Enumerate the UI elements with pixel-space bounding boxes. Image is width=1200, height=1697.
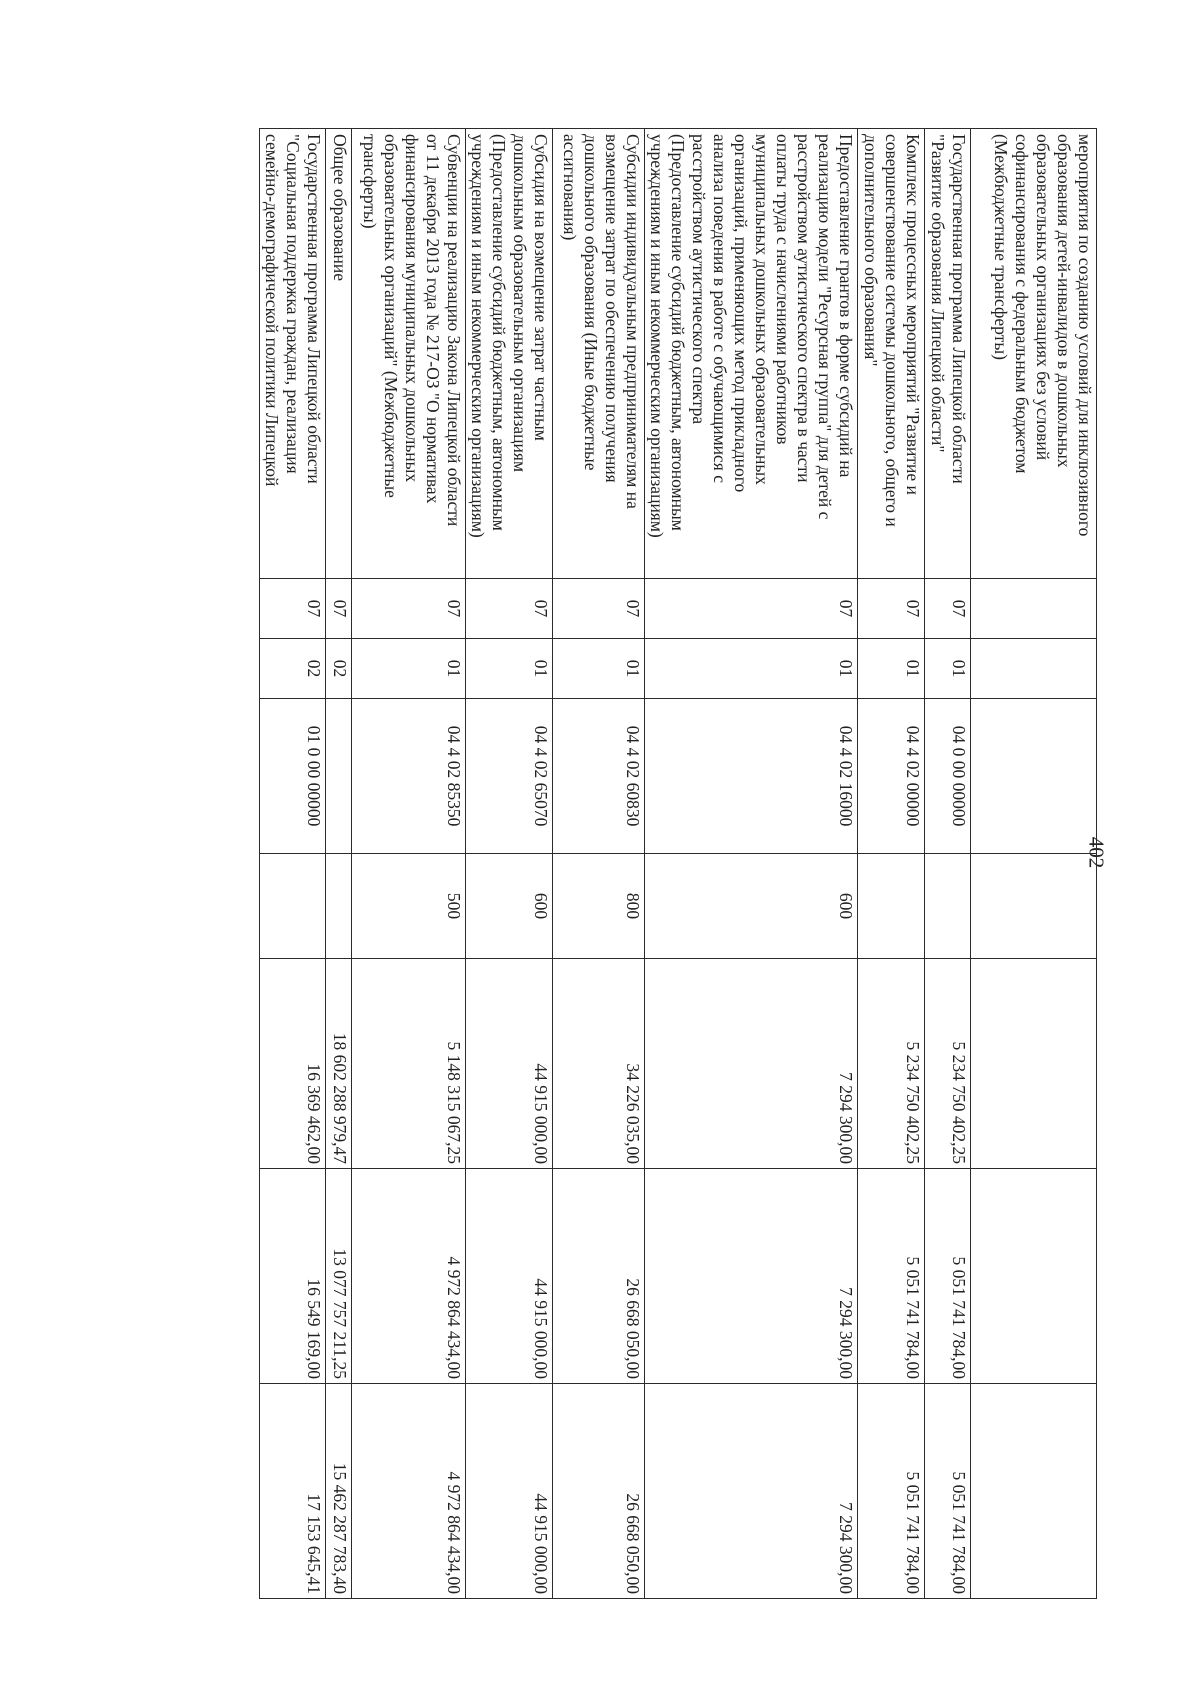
amount-year-3: 15 462 287 783,40 [326,1384,352,1599]
amount-year-1: 5 234 750 402,25 [858,959,925,1169]
row-name: Субвенции на реализацию Закона Липецкой области от 11 декабря 2013 года № 217-ОЗ "О нормативах финансирования муниципальных дошкольных образовательных организаций" (Межбюджетные трансферты) [352,129,466,579]
expense-type-code [260,854,326,959]
subsection-code: 01 [858,639,925,699]
target-article-code: 01 0 00 00000 [260,699,326,854]
table-row [553,129,645,1599]
amount-year-1 [971,959,1097,1169]
amount-year-2: 16 549 169,00 [260,1169,326,1384]
amount-year-1: 5 148 315 067,25 [352,959,466,1169]
table-row [352,129,466,1599]
expense-type-code: 800 [553,854,645,959]
target-article-code [971,699,1097,854]
table-row [925,129,971,1599]
section-code: 07 [326,579,352,639]
amount-year-2: 7 294 300,00 [645,1169,858,1384]
amount-year-2 [971,1169,1097,1384]
amount-year-1: 34 226 035,00 [553,959,645,1169]
row-name: Комплекс процессных мероприятий "Развитие и совершенствование системы дошкольного, общего и дополнительного образования" [858,129,925,579]
target-article-code: 04 4 02 00000 [858,699,925,854]
section-code: 07 [925,579,971,639]
section-code: 07 [858,579,925,639]
amount-year-3: 4 972 864 434,00 [352,1384,466,1599]
section-code: 07 [352,579,466,639]
section-code: 07 [466,579,553,639]
amount-year-2: 4 972 864 434,00 [352,1169,466,1384]
table-row [466,129,553,1599]
subsection-code: 02 [326,639,352,699]
subsection-code [971,639,1097,699]
subsection-code: 01 [925,639,971,699]
rotated-page [259,128,1097,1599]
expense-type-code: 600 [466,854,553,959]
amount-year-3 [971,1384,1097,1599]
row-name: Государственная программа Липецкой области "Развитие образования Липецкой области" [925,129,971,579]
amount-year-2: 5 051 741 784,00 [858,1169,925,1384]
section-code: 07 [553,579,645,639]
section-code: 07 [645,579,858,639]
amount-year-2: 26 668 050,00 [553,1169,645,1384]
subsection-code: 01 [645,639,858,699]
amount-year-1: 5 234 750 402,25 [925,959,971,1169]
target-article-code: 04 4 02 16000 [645,699,858,854]
amount-year-3: 17 153 645,41 [260,1384,326,1599]
row-name: Общее образование [326,129,352,579]
amount-year-2: 5 051 741 784,00 [925,1169,971,1384]
amount-year-1: 7 294 300,00 [645,959,858,1169]
row-name: Государственная программа Липецкой области "Социальная поддержка граждан, реализация семейно-демографической политики Липецкой [260,129,326,579]
target-article-code: 04 4 02 60830 [553,699,645,854]
expense-type-code: 600 [645,854,858,959]
subsection-code: 01 [466,639,553,699]
budget-table [259,128,1097,1599]
expense-type-code [326,854,352,959]
amount-year-3: 26 668 050,00 [553,1384,645,1599]
page-number: 402 [1084,836,1109,869]
amount-year-1: 18 602 288 979,47 [326,959,352,1169]
expense-type-code [925,854,971,959]
expense-type-code: 500 [352,854,466,959]
row-name: Предоставление грантов в форме субсидий на реализацию модели "Ресурсная группа" для детей с расстройством аутистического спектра в части оплаты труда с начислениями работников муниципальных дошкольных образовательных организаций, применяющих метод прикладного анализа поведения в работе с обучающимися с расстройством аутистического спектра (Предоставление субсидий бюджетным, автономным учреждениям и иным некоммерческим организациям) [645,129,858,579]
expense-type-code [858,854,925,959]
table-row [260,129,326,1599]
row-name: Субсидия на возмещение затрат частным дошкольным образовательным организациям (Предоставление субсидий бюджетным, автономным учреждениям и иным некоммерческим организациям) [466,129,553,579]
row-name: мероприятия по созданию условий для инклюзивного образования детей-инвалидов в дошкольных образовательных организациях без условий софинансирования с федеральным бюджетом (Межбюджетные трансферты) [971,129,1097,579]
table-row [971,129,1097,1599]
row-name: Субсидии индивидуальным предпринимателям на возмещение затрат по обеспечению получения дошкольного образования (Иные бюджетные ассигнования) [553,129,645,579]
section-code [971,579,1097,639]
amount-year-3: 7 294 300,00 [645,1384,858,1599]
subsection-code: 02 [260,639,326,699]
amount-year-3: 44 915 000,00 [466,1384,553,1599]
target-article-code: 04 4 02 65070 [466,699,553,854]
expense-type-code [971,854,1097,959]
target-article-code [326,699,352,854]
table-row [326,129,352,1599]
amount-year-1: 16 369 462,00 [260,959,326,1169]
subsection-code: 01 [553,639,645,699]
target-article-code: 04 0 00 00000 [925,699,971,854]
subsection-code: 01 [352,639,466,699]
amount-year-2: 44 915 000,00 [466,1169,553,1384]
section-code: 07 [260,579,326,639]
amount-year-3: 5 051 741 784,00 [925,1384,971,1599]
target-article-code: 04 4 02 85350 [352,699,466,854]
amount-year-2: 13 077 757 211,25 [326,1169,352,1384]
amount-year-3: 5 051 741 784,00 [858,1384,925,1599]
table-row [645,129,858,1599]
table-row [858,129,925,1599]
amount-year-1: 44 915 000,00 [466,959,553,1169]
